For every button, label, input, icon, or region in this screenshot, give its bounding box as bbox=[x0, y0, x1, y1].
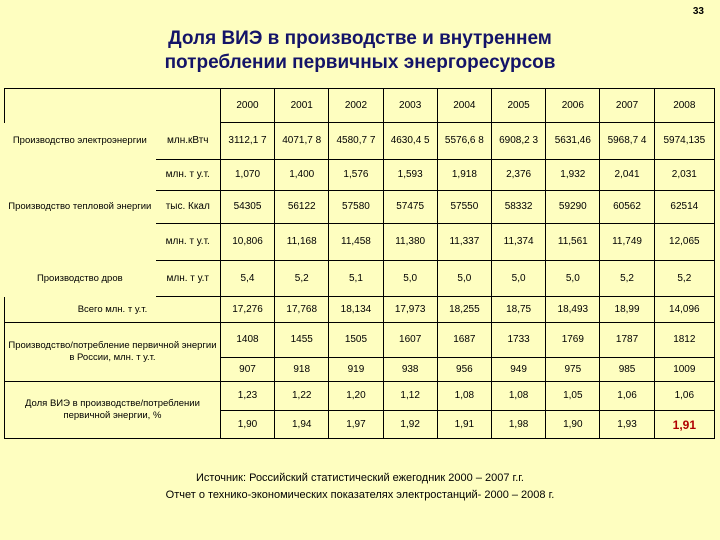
table-cell: 62514 bbox=[654, 191, 714, 224]
energy-table bbox=[4, 88, 715, 439]
row-label bbox=[5, 224, 156, 261]
table-cell: 11,458 bbox=[329, 224, 383, 261]
table-cell: 12,065 bbox=[654, 224, 714, 261]
table-cell: 54305 bbox=[220, 191, 274, 224]
table-row bbox=[5, 160, 715, 191]
table-cell: 1,08 bbox=[437, 382, 491, 411]
table-cell: 11,374 bbox=[491, 224, 545, 261]
table-cell: 919 bbox=[329, 358, 383, 382]
table-cell: 5968,7 4 bbox=[600, 123, 654, 160]
table-cell: 6908,2 3 bbox=[491, 123, 545, 160]
table-cell: 18,493 bbox=[546, 297, 600, 323]
table-cell: 57580 bbox=[329, 191, 383, 224]
table-cell: 938 bbox=[383, 358, 437, 382]
table-cell: 5,0 bbox=[546, 261, 600, 297]
table-cell: 1,92 bbox=[383, 411, 437, 439]
table-cell: 975 bbox=[546, 358, 600, 382]
table-cell: 2,376 bbox=[491, 160, 545, 191]
table-cell: 1,932 bbox=[546, 160, 600, 191]
table-cell: 4580,7 7 bbox=[329, 123, 383, 160]
table-cell: 1769 bbox=[546, 323, 600, 358]
table-row bbox=[5, 382, 715, 411]
slide-title-line-2: потреблении первичных энергоресурсов bbox=[164, 52, 556, 73]
table-cell: 5,4 bbox=[220, 261, 274, 297]
table-cell: 5,1 bbox=[329, 261, 383, 297]
table-cell: 907 bbox=[220, 358, 274, 382]
table-cell: 1733 bbox=[491, 323, 545, 358]
table-cell: 17,768 bbox=[275, 297, 329, 323]
table-cell: 5974,135 bbox=[654, 123, 714, 160]
table-cell: 5576,6 8 bbox=[437, 123, 491, 160]
table-cell: 14,096 bbox=[654, 297, 714, 323]
table-cell: 1812 bbox=[654, 323, 714, 358]
table-cell: 2,041 bbox=[600, 160, 654, 191]
year-header: 2004 bbox=[437, 89, 491, 123]
table-cell: 1,91 bbox=[437, 411, 491, 439]
table-cell: 2,031 bbox=[654, 160, 714, 191]
table-cell: 1607 bbox=[383, 323, 437, 358]
table-cell: 1,90 bbox=[546, 411, 600, 439]
table-cell: 1,06 bbox=[600, 382, 654, 411]
year-header: 2006 bbox=[546, 89, 600, 123]
table-cell: 1,22 bbox=[275, 382, 329, 411]
table-cell: 985 bbox=[600, 358, 654, 382]
table-cell: 1,918 bbox=[437, 160, 491, 191]
table-cell: 5,0 bbox=[383, 261, 437, 297]
year-header: 2003 bbox=[383, 89, 437, 123]
table-cell: 4071,7 8 bbox=[275, 123, 329, 160]
table-cell: 5,2 bbox=[600, 261, 654, 297]
table-cell: 1,05 bbox=[546, 382, 600, 411]
table-cell: 918 bbox=[275, 358, 329, 382]
table-row bbox=[5, 224, 715, 261]
table-cell: 956 bbox=[437, 358, 491, 382]
table-cell: 18,75 bbox=[491, 297, 545, 323]
table-cell: 57550 bbox=[437, 191, 491, 224]
slide-title bbox=[0, 27, 720, 75]
table-cell: 1009 bbox=[654, 358, 714, 382]
row-unit: млн. т у.т. bbox=[155, 224, 220, 261]
table-cell: 1687 bbox=[437, 323, 491, 358]
table-cell: 1,97 bbox=[329, 411, 383, 439]
table-cell: 11,168 bbox=[275, 224, 329, 261]
row-label bbox=[5, 160, 156, 191]
table-cell: 1,90 bbox=[220, 411, 274, 439]
table-cell: 17,276 bbox=[220, 297, 274, 323]
table-cell: 10,806 bbox=[220, 224, 274, 261]
table-cell: 1,576 bbox=[329, 160, 383, 191]
page-number: 33 bbox=[692, 6, 704, 17]
table-cell: 1408 bbox=[220, 323, 274, 358]
table-cell: 57475 bbox=[383, 191, 437, 224]
table-cell: 5,2 bbox=[654, 261, 714, 297]
table-cell: 1,400 bbox=[275, 160, 329, 191]
table-cell: 1455 bbox=[275, 323, 329, 358]
table-cell: 18,99 bbox=[600, 297, 654, 323]
row-unit: млн. т у.т. bbox=[155, 160, 220, 191]
table-cell: 11,337 bbox=[437, 224, 491, 261]
table-cell: 1,593 bbox=[383, 160, 437, 191]
row-unit: млн. т у.т bbox=[155, 261, 220, 297]
table-cell: 11,561 bbox=[546, 224, 600, 261]
table-cell: 1,12 bbox=[383, 382, 437, 411]
table-cell: 1505 bbox=[329, 323, 383, 358]
table-cell: 5,0 bbox=[491, 261, 545, 297]
table-cell: 1,23 bbox=[220, 382, 274, 411]
row-label: Производство тепловой энергии bbox=[8, 201, 152, 212]
year-header: 2002 bbox=[329, 89, 383, 123]
table-cell: 4630,4 5 bbox=[383, 123, 437, 160]
year-header: 2000 bbox=[220, 89, 274, 123]
table-row bbox=[5, 123, 715, 160]
table-cell: 3112,1 7 bbox=[220, 123, 274, 160]
row-label: Производство электроэнергии bbox=[12, 135, 147, 146]
slide-title-line-1: Доля ВИЭ в производстве и внутреннем bbox=[168, 28, 552, 49]
table-cell: 59290 bbox=[546, 191, 600, 224]
table-cell: 56122 bbox=[275, 191, 329, 224]
year-header: 2007 bbox=[600, 89, 654, 123]
row-label: Производство/потребление первичной энергии в России, млн. т у.т. bbox=[5, 323, 221, 382]
row-unit: млн.кВтч bbox=[155, 123, 220, 160]
table-row bbox=[5, 297, 715, 323]
year-header: 2005 bbox=[491, 89, 545, 123]
table-cell: 17,973 bbox=[383, 297, 437, 323]
table-cell: 1787 bbox=[600, 323, 654, 358]
table-cell: 1,06 bbox=[654, 382, 714, 411]
table-cell: 18,255 bbox=[437, 297, 491, 323]
row-label: Производство дров bbox=[36, 272, 123, 284]
table-cell: 1,93 bbox=[600, 411, 654, 439]
table-row bbox=[5, 191, 715, 224]
table-cell-highlighted: 1,91 bbox=[654, 411, 714, 439]
row-label: Доля ВИЭ в производстве/потреблении первичной энергии, % bbox=[5, 382, 221, 439]
table-cell: 18,134 bbox=[329, 297, 383, 323]
table-row bbox=[5, 261, 715, 297]
table-cell: 1,08 bbox=[491, 382, 545, 411]
table-cell: 58332 bbox=[491, 191, 545, 224]
table-row bbox=[5, 323, 715, 358]
row-unit: тыс. Ккал bbox=[155, 191, 220, 224]
table-cell: 5631,46 bbox=[546, 123, 600, 160]
table-cell: 5,0 bbox=[437, 261, 491, 297]
table-cell: 5,2 bbox=[275, 261, 329, 297]
year-header: 2001 bbox=[275, 89, 329, 123]
header-corner bbox=[5, 89, 221, 123]
table-cell: 1,070 bbox=[220, 160, 274, 191]
source-line-2: Отчет о технико-экономических показателях электростанций- 2000 – 2008 г. bbox=[165, 489, 555, 501]
table-cell: 60562 bbox=[600, 191, 654, 224]
table-cell: 11,749 bbox=[600, 224, 654, 261]
table-cell: 1,20 bbox=[329, 382, 383, 411]
year-header: 2008 bbox=[654, 89, 714, 123]
row-label: Всего млн. т у.т. bbox=[5, 297, 221, 323]
source-line-1: Источник: Российский статистический ежегодник 2000 – 2007 г.г. bbox=[196, 472, 524, 484]
table-cell: 11,380 bbox=[383, 224, 437, 261]
table-cell: 949 bbox=[491, 358, 545, 382]
table-cell: 1,98 bbox=[491, 411, 545, 439]
header-row bbox=[5, 89, 715, 123]
table-cell: 1,94 bbox=[275, 411, 329, 439]
